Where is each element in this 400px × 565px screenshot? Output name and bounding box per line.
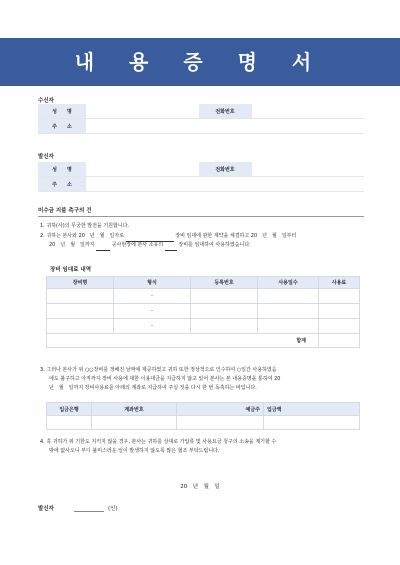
sender-table [38, 162, 364, 192]
amount-label: 입금액 [264, 403, 360, 416]
paragraph-3-line-3: 년 월 일까지 장비사용료를 아래의 계좌로 지급하여 주실 것을 다시 한 번 독촉하는 바입니다. [49, 385, 257, 391]
recipient-phone-label: 전화번호 [199, 104, 252, 119]
cell[interactable]: - [114, 319, 191, 334]
paragraph-1: 1. 귀하(사)의 무궁한 발전을 기원합니다. [40, 223, 130, 229]
paragraph-4-line-1: 4. 혹 귀하가 위 기한도 지키지 않을 경우, 본사는 귀하를 상대로 가압류 및 사용요금 청구의 소송을 제기할 수 [40, 439, 277, 445]
sender-name-label: 성 명 [38, 162, 86, 177]
cell[interactable] [47, 319, 114, 334]
sender-heading: 발신자 [38, 154, 54, 160]
holder-label: 예금주 [177, 403, 264, 416]
holder-value[interactable] [177, 416, 264, 430]
recipient-phone-value[interactable] [252, 104, 365, 119]
cell[interactable] [191, 319, 258, 334]
rental-total-row [47, 334, 360, 348]
cell[interactable] [258, 304, 319, 319]
cell[interactable]: - [114, 304, 191, 319]
cell[interactable] [47, 304, 114, 319]
amount-value[interactable] [264, 416, 360, 430]
subject-line: 미수금 지불 촉구의 건 [38, 208, 92, 214]
table-row [47, 319, 360, 334]
seal-mark: (인) [108, 506, 118, 512]
rental-total-value[interactable] [319, 334, 360, 348]
sender-phone-label: 전화번호 [199, 162, 252, 177]
bank-label: 입금은행 [47, 403, 92, 416]
table-row [47, 416, 360, 430]
paragraph-2-part-e: 장비를 임대하여 사용하였습니다. [178, 242, 251, 248]
equipment-blank[interactable] [165, 241, 177, 251]
site-blank[interactable] [96, 241, 110, 251]
sender-address-value[interactable] [86, 177, 364, 192]
sender-address-label: 주 소 [38, 177, 86, 192]
paragraph-2-line-2 [40, 241, 362, 251]
recipient-address-value[interactable] [86, 119, 364, 134]
rental-col-reg: 등록번호 [191, 277, 258, 289]
cell[interactable] [319, 319, 360, 334]
rental-col-name: 장비명 [47, 277, 114, 289]
cell[interactable] [319, 304, 360, 319]
paragraph-2-part-d: 공사현장에 본사 소유의 [111, 242, 164, 248]
cell[interactable] [191, 304, 258, 319]
table-row [47, 304, 360, 319]
table-row [47, 289, 360, 304]
rental-col-days: 사용일수 [258, 277, 319, 289]
account-value[interactable] [92, 416, 177, 430]
recipient-address-label: 주 소 [38, 119, 86, 134]
rental-total-label: 합계 [47, 334, 319, 348]
sender-phone-value[interactable] [252, 162, 365, 177]
cell[interactable]: - [114, 289, 191, 304]
paragraph-3-line-2: 에도 불구하고 아직까지 장비 사용에 대한 이용대금을 지급하지 않고 있어 본사는 본 내용증명을 통하여 20 [49, 376, 281, 382]
rental-table [46, 276, 360, 348]
document-date: 20 년 월 일 [180, 484, 220, 490]
rental-col-type: 형식 [114, 277, 191, 289]
paragraph-2-part-b: 장비 임대에 관한 계약을 체결하고 20 년 월 일부터 [175, 233, 297, 239]
document-title: 내 용 증 명 서 [0, 38, 400, 86]
cell[interactable] [258, 289, 319, 304]
recipient-heading: 수신자 [38, 98, 54, 104]
cell[interactable] [191, 289, 258, 304]
bank-table [46, 402, 360, 430]
rental-heading: 장비 임대료 내역 [50, 267, 92, 273]
recipient-table [38, 104, 364, 134]
paragraph-2-part-a: 2. 귀하는 본사와 20 년 월 일자로 [40, 233, 125, 239]
sender-name-value[interactable] [86, 162, 199, 177]
cell[interactable] [319, 289, 360, 304]
paragraph-3-line-1: 3. 그러나 본사가 위 ○○장비를 정해진 날짜에 제공하였고 귀하 또한 정상적으로 인수하여 ○일간 사용하였음 [40, 367, 277, 373]
signature-line[interactable] [74, 511, 104, 512]
account-label: 계좌번호 [92, 403, 177, 416]
paragraph-4-line-2: 밖에 없사오니 부디 불미스러운 일이 발생하지 않도록 많은 협조 부탁드립니다. [49, 448, 220, 454]
signer-label: 발신자 [38, 506, 54, 512]
cell[interactable] [47, 289, 114, 304]
rental-col-fee: 사용료 [319, 277, 360, 289]
cell[interactable] [258, 319, 319, 334]
recipient-name-value[interactable] [86, 104, 199, 119]
bank-value[interactable] [47, 416, 92, 430]
rental-header-row [47, 277, 360, 289]
paragraph-2-part-c: 20 년 월 일까지 [49, 242, 95, 248]
subject-divider [38, 216, 364, 217]
recipient-name-label: 성 명 [38, 104, 86, 119]
